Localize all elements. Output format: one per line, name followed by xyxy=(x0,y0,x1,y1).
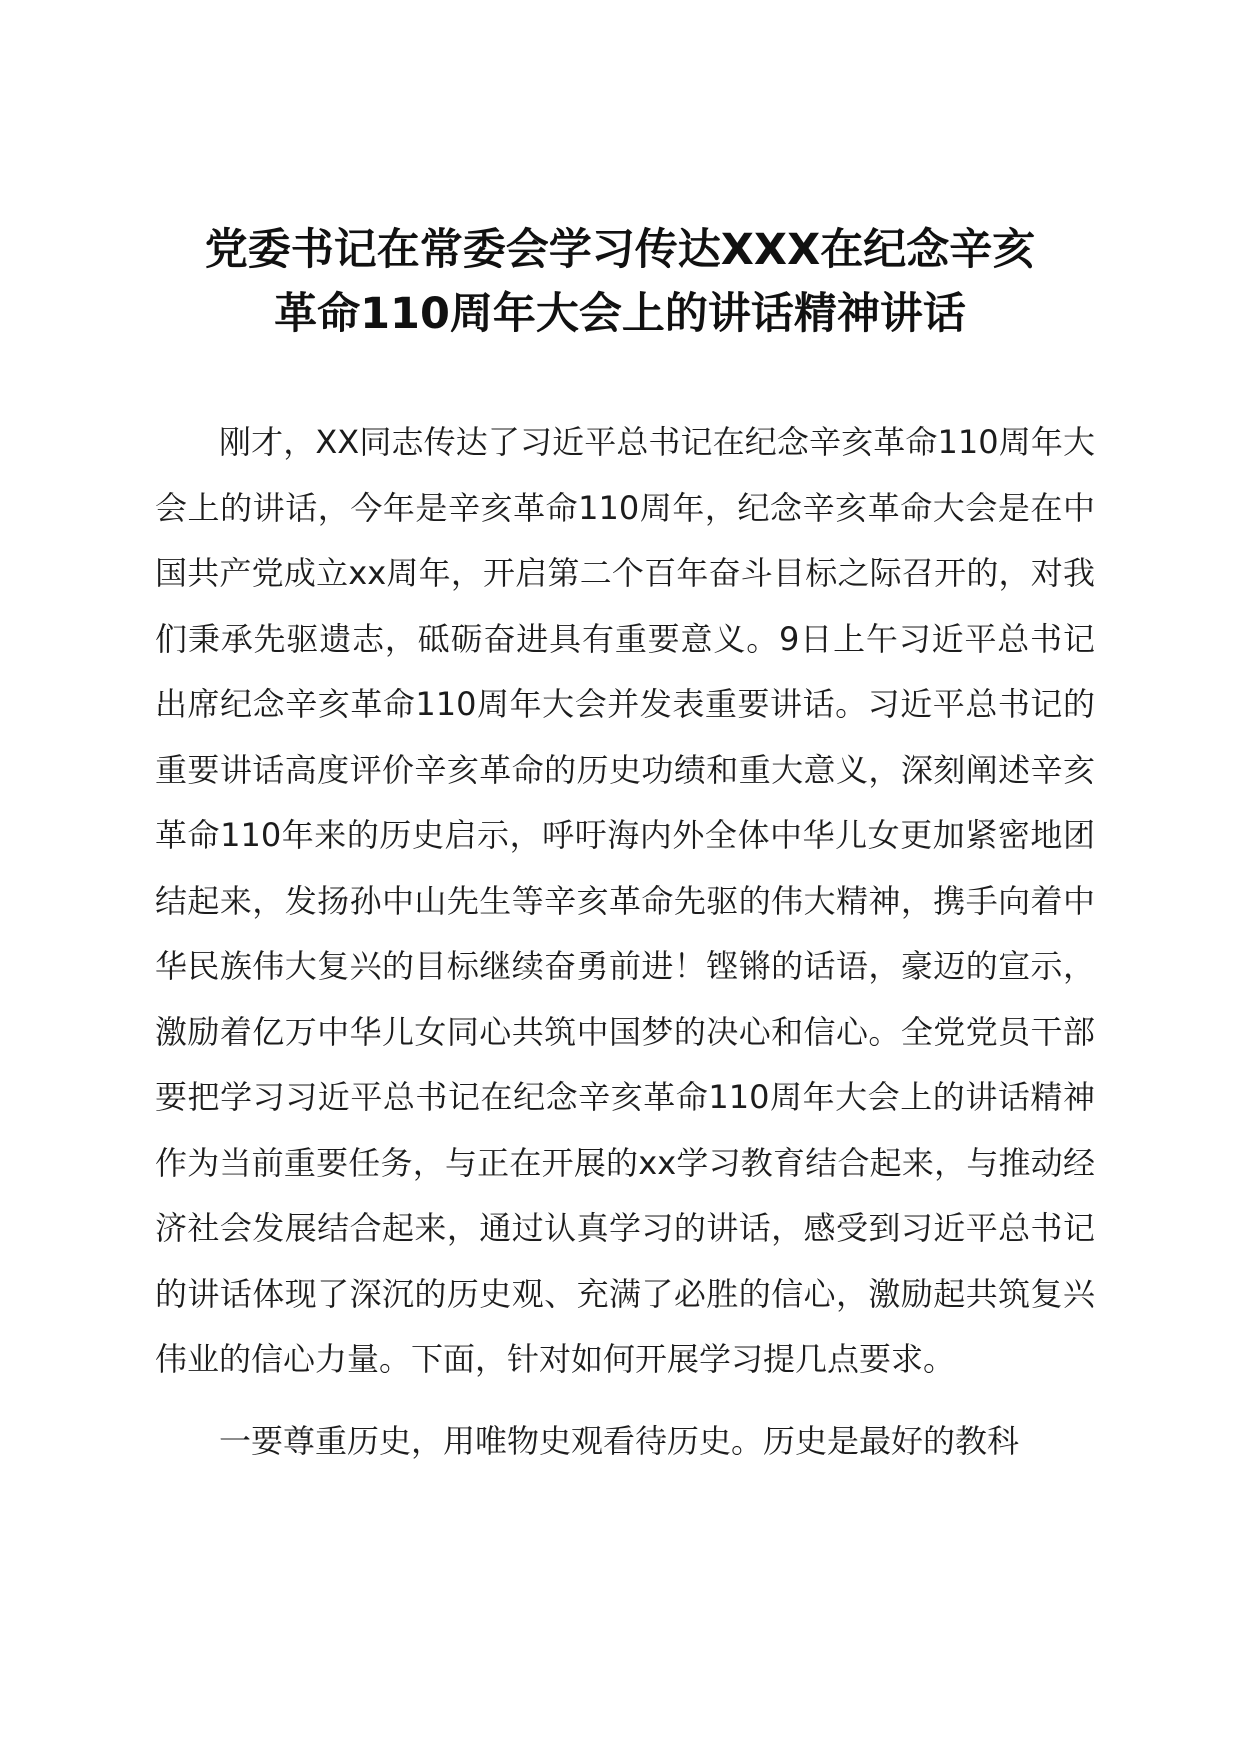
paragraph-point-one: 一要尊重历史，用唯物史观看待历史。历史是最好的教科 xyxy=(219,1421,1020,1460)
title-line-2: 革命110周年大会上的讲话精神讲话 xyxy=(274,289,966,339)
document-body xyxy=(155,410,1095,1474)
paragraph-intro: 刚才，XX同志传达了习近平总书记在纪念辛亥革命110周年大会上的讲话，今年是辛亥革命110周年，纪念辛亥革命大会是在中国共产党成立xx周年，开启第二个百年奋斗目标之际召开的，对我们秉承先驱遗志，砥砺奋进具有重要意义。9日上午习近平总书记出席纪念辛亥革命110周年大会并发表重要讲话。习近平总书记的重要讲话高度评价辛亥革命的历史功绩和重大意义，深刻阐述辛亥革命110年来的历史启示，呼吁海内外全体中华儿女更加紧密地团结起来，发扬孙中山先生等辛亥革命先驱的伟大精神，携手向着中华民族伟大复兴的目标继续奋勇前进！铿锵的话语，豪迈的宣示，激励着亿万中华儿女同心共筑中国梦的决心和信心。全党党员干部要把学习习近平总书记在纪念辛亥革命110周年大会上的讲话精神作为当前重要任务，与正在开展的xx学习教育结合起来，与推动经济社会发展结合起来，通过认真学习的讲话，感受到习近平总书记的讲话体现了深沉的历史观、充满了必胜的信心，激励起共筑复兴伟业的信心力量。下面，针对如何开展学习提几点要求。 xyxy=(155,423,1095,1378)
document-title xyxy=(150,218,1090,346)
title-line-1: 党委书记在常委会学习传达XXX在纪念辛亥 xyxy=(204,225,1036,275)
